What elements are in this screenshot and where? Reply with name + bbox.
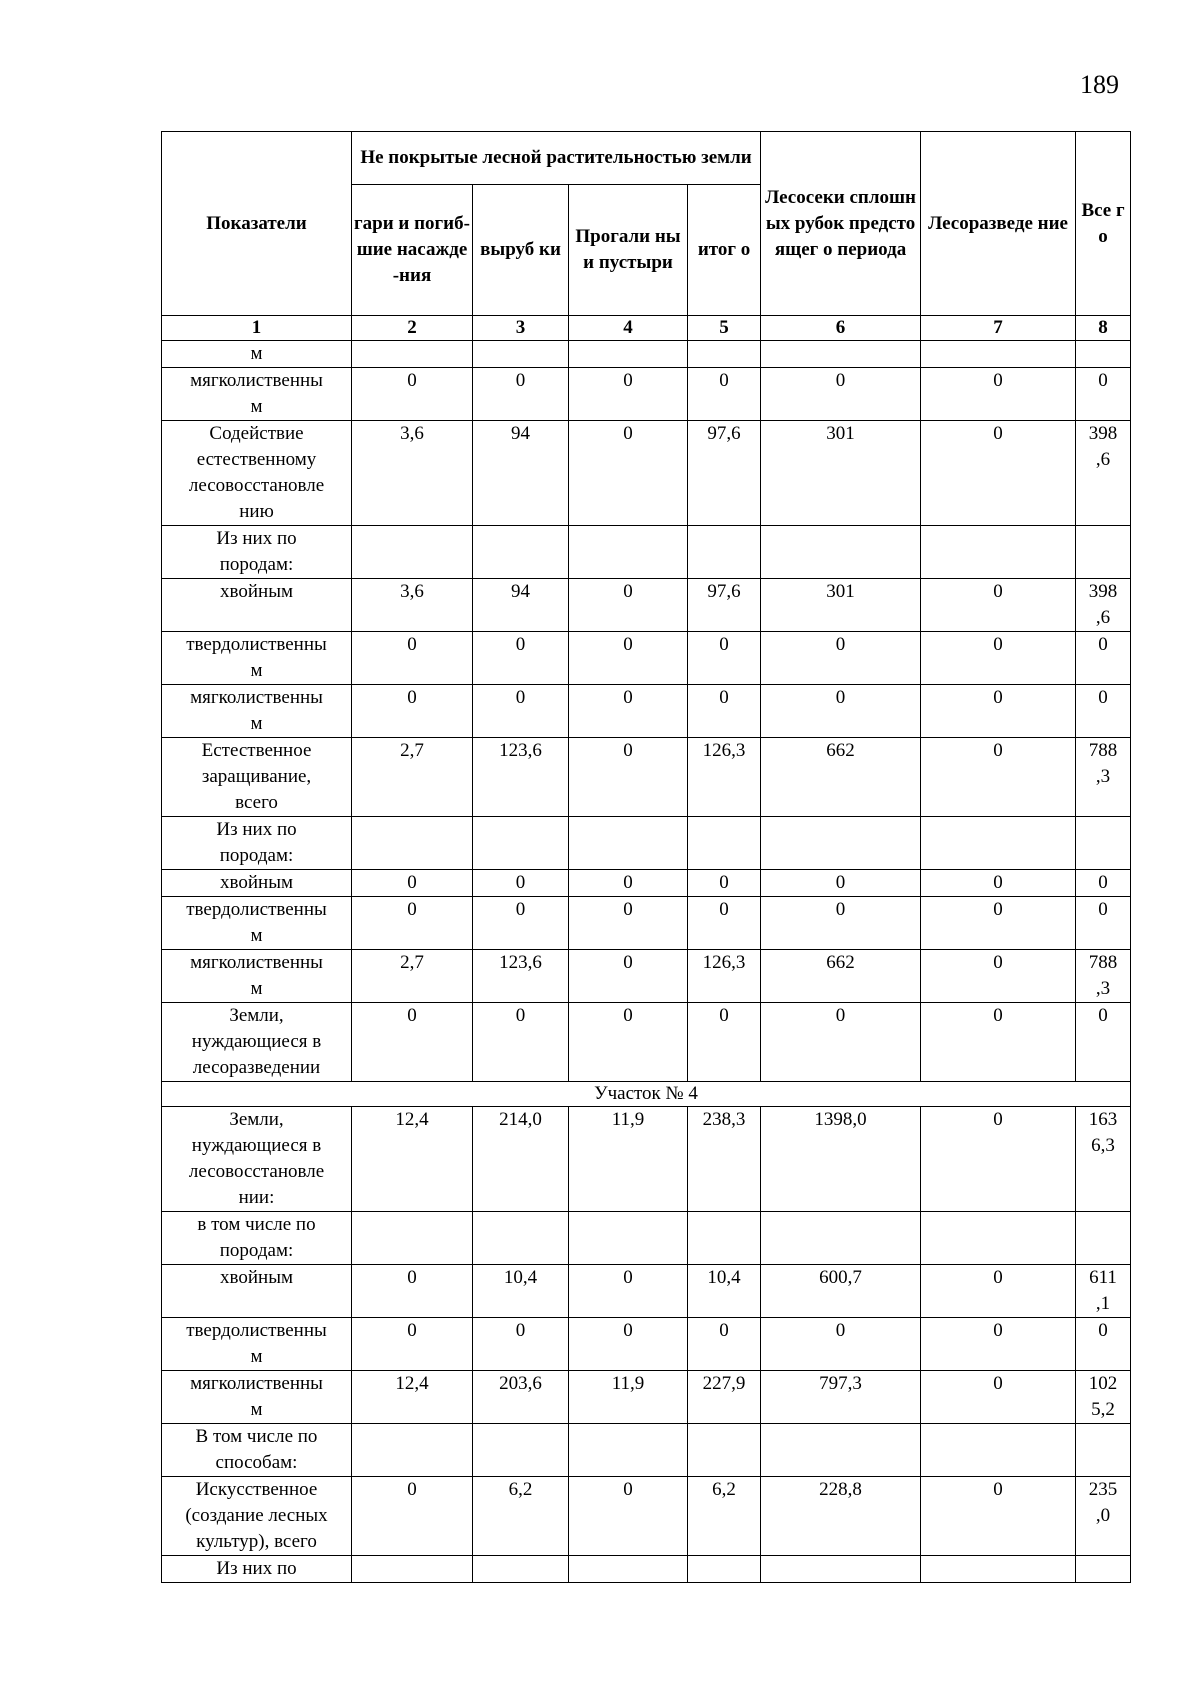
table-cell: 0 (761, 368, 921, 421)
column-number: 8 (1076, 316, 1131, 341)
table-cell (921, 1556, 1076, 1583)
section-title: Участок № 4 (162, 1082, 1131, 1107)
row-label: Искусственное (создание лесных культур), всего (162, 1477, 352, 1556)
table-cell: 0 (921, 738, 1076, 817)
table-row (162, 421, 1131, 526)
table-cell: 11,9 (569, 1107, 688, 1212)
row-label: мягколиственны м (162, 685, 352, 738)
table-cell (1076, 1424, 1131, 1477)
table-cell: 97,6 (688, 579, 761, 632)
data-table (161, 131, 1131, 1583)
table-row (162, 870, 1131, 897)
table-cell (569, 1556, 688, 1583)
table-cell: 0 (1076, 870, 1131, 897)
row-label: Естественное заращивание, всего (162, 738, 352, 817)
table-cell: 0 (473, 870, 569, 897)
table-cell: 0 (921, 1318, 1076, 1371)
table-cell: 0 (569, 738, 688, 817)
row-label: Содействие естественному лесовосстановле нию (162, 421, 352, 526)
column-number: 6 (761, 316, 921, 341)
table-cell: 0 (921, 421, 1076, 526)
table-row (162, 738, 1131, 817)
table-cell: 163 6,3 (1076, 1107, 1131, 1212)
row-label: Из них по породам: (162, 817, 352, 870)
table-cell (569, 817, 688, 870)
table-cell: 0 (473, 368, 569, 421)
table-cell: 0 (688, 870, 761, 897)
table-cell: 0 (688, 897, 761, 950)
table-row (162, 1107, 1131, 1212)
table-cell: 228,8 (761, 1477, 921, 1556)
row-label: Из них по породам: (162, 526, 352, 579)
header-cutting-areas: Лесосеки сплошных рубок предстоящег о периода (761, 132, 921, 316)
table-cell: 0 (921, 897, 1076, 950)
table-row (162, 1371, 1131, 1424)
table-cell: 0 (569, 632, 688, 685)
table-cell: 0 (352, 1318, 473, 1371)
table-cell: 662 (761, 738, 921, 817)
header-burns: гари и погиб-шие насажде-ния (352, 185, 473, 316)
header-afforestation: Лесоразведе ние (921, 132, 1076, 316)
row-label: хвойным (162, 870, 352, 897)
header-indicators: Показатели (162, 132, 352, 316)
table-body-part1 (162, 341, 1131, 1082)
table-cell: 0 (352, 870, 473, 897)
table-cell: 11,9 (569, 1371, 688, 1424)
table-cell: 94 (473, 579, 569, 632)
table-cell (761, 1424, 921, 1477)
table-cell (473, 526, 569, 579)
table-cell: 0 (1076, 368, 1131, 421)
table-cell: 0 (473, 1318, 569, 1371)
table-cell (921, 817, 1076, 870)
table-cell: 0 (569, 579, 688, 632)
table-cell: 0 (569, 1318, 688, 1371)
table-cell: 6,2 (473, 1477, 569, 1556)
table-cell (1076, 1212, 1131, 1265)
table-cell (473, 1424, 569, 1477)
table-cell (1076, 526, 1131, 579)
table-cell: 0 (921, 685, 1076, 738)
table-cell: 0 (761, 685, 921, 738)
table-cell (352, 341, 473, 368)
table-cell: 0 (569, 950, 688, 1003)
table-cell: 102 5,2 (1076, 1371, 1131, 1424)
table-cell: 94 (473, 421, 569, 526)
table-cell: 0 (352, 368, 473, 421)
table-cell: 0 (352, 685, 473, 738)
table-cell: 0 (921, 1107, 1076, 1212)
row-label: твердолиственны м (162, 632, 352, 685)
table-cell (473, 341, 569, 368)
page-number: 189 (1080, 70, 1119, 99)
row-label: мягколиственны м (162, 950, 352, 1003)
table-cell: 0 (352, 1265, 473, 1318)
table-row (162, 579, 1131, 632)
table-cell (352, 526, 473, 579)
table-cell: 0 (1076, 897, 1131, 950)
table-cell: 0 (1076, 1003, 1131, 1082)
table-cell: 0 (352, 897, 473, 950)
table-cell: 126,3 (688, 950, 761, 1003)
table-row (162, 1556, 1131, 1583)
column-number: 7 (921, 316, 1076, 341)
table-cell (688, 1424, 761, 1477)
table-cell: 398 ,6 (1076, 579, 1131, 632)
table-row (162, 368, 1131, 421)
table-cell (761, 817, 921, 870)
table-cell: 6,2 (688, 1477, 761, 1556)
table-section (162, 1082, 1131, 1107)
table-cell: 611 ,1 (1076, 1265, 1131, 1318)
table-row (162, 341, 1131, 368)
column-number: 2 (352, 316, 473, 341)
table-cell: 203,6 (473, 1371, 569, 1424)
table-cell: 0 (1076, 685, 1131, 738)
table-cell (688, 1212, 761, 1265)
table-cell: 227,9 (688, 1371, 761, 1424)
table-cell (569, 1212, 688, 1265)
table-cell (1076, 817, 1131, 870)
table-cell (473, 1556, 569, 1583)
table-cell: 0 (569, 368, 688, 421)
table-cell: 0 (761, 897, 921, 950)
column-number-row (162, 316, 1131, 341)
table-cell: 235 ,0 (1076, 1477, 1131, 1556)
table-cell: 662 (761, 950, 921, 1003)
table-cell: 12,4 (352, 1107, 473, 1212)
table-cell: 214,0 (473, 1107, 569, 1212)
table-cell: 2,7 (352, 738, 473, 817)
row-label: Земли, нуждающиеся в лесоразведении (162, 1003, 352, 1082)
table-cell: 0 (352, 632, 473, 685)
table-cell: 398 ,6 (1076, 421, 1131, 526)
table-cell: 0 (761, 632, 921, 685)
row-label: твердолиственны м (162, 1318, 352, 1371)
row-label: Земли, нуждающиеся в лесовосстановле нии: (162, 1107, 352, 1212)
table-cell: 0 (921, 632, 1076, 685)
header-clearings: выруб ки (473, 185, 569, 316)
section-row (162, 1082, 1131, 1107)
table-cell: 0 (1076, 632, 1131, 685)
table-cell (761, 526, 921, 579)
table-cell: 3,6 (352, 421, 473, 526)
table-cell: 0 (569, 1265, 688, 1318)
table-cell: 301 (761, 421, 921, 526)
table-cell: 0 (473, 632, 569, 685)
table-cell: 0 (569, 1003, 688, 1082)
table-cell: 123,6 (473, 738, 569, 817)
table-cell: 0 (352, 1477, 473, 1556)
table-cell: 0 (921, 579, 1076, 632)
row-label: м (162, 341, 352, 368)
table-cell: 0 (569, 1477, 688, 1556)
table-cell (352, 1212, 473, 1265)
table-cell: 0 (569, 421, 688, 526)
table-cell: 10,4 (473, 1265, 569, 1318)
table-cell (1076, 1556, 1131, 1583)
table-cell: 0 (761, 1318, 921, 1371)
header-glades: Прогали ны и пустыри (569, 185, 688, 316)
table-cell: 0 (921, 1477, 1076, 1556)
table-row (162, 817, 1131, 870)
table-cell (352, 817, 473, 870)
table-cell: 10,4 (688, 1265, 761, 1318)
row-label: мягколиственны м (162, 368, 352, 421)
table-row (162, 1265, 1131, 1318)
table-cell (352, 1556, 473, 1583)
row-label: хвойным (162, 1265, 352, 1318)
table-row (162, 1424, 1131, 1477)
column-number: 3 (473, 316, 569, 341)
table-cell: 0 (569, 685, 688, 738)
table-body-part2 (162, 1107, 1131, 1583)
row-label: хвойным (162, 579, 352, 632)
table-cell: 0 (473, 897, 569, 950)
table-cell: 0 (688, 685, 761, 738)
table-cell: 0 (921, 368, 1076, 421)
table-cell: 0 (921, 1265, 1076, 1318)
table-cell (688, 817, 761, 870)
row-label: в том числе по породам: (162, 1212, 352, 1265)
table-row (162, 685, 1131, 738)
table-row (162, 897, 1131, 950)
table-cell: 301 (761, 579, 921, 632)
table-cell: 97,6 (688, 421, 761, 526)
header-subtotal: итог о (688, 185, 761, 316)
table-cell (473, 1212, 569, 1265)
table-cell (569, 526, 688, 579)
table-row (162, 950, 1131, 1003)
table-cell: 0 (921, 1371, 1076, 1424)
table-cell: 0 (473, 1003, 569, 1082)
table-cell (688, 341, 761, 368)
table-cell: 0 (569, 897, 688, 950)
table-cell: 0 (1076, 1318, 1131, 1371)
header-total: Все го (1076, 132, 1131, 316)
table-cell: 123,6 (473, 950, 569, 1003)
table-cell: 0 (921, 1003, 1076, 1082)
column-number: 1 (162, 316, 352, 341)
table-cell (569, 341, 688, 368)
table-cell: 0 (921, 950, 1076, 1003)
table-cell: 0 (688, 632, 761, 685)
row-label: твердолиственны м (162, 897, 352, 950)
header-uncovered-lands: Не покрытые лесной растительностью земли (352, 132, 761, 185)
column-number: 5 (688, 316, 761, 341)
table-cell: 0 (569, 870, 688, 897)
table-cell (1076, 341, 1131, 368)
table-cell (688, 1556, 761, 1583)
column-number: 4 (569, 316, 688, 341)
row-label: мягколиственны м (162, 1371, 352, 1424)
table-cell (921, 341, 1076, 368)
table-cell: 788 ,3 (1076, 950, 1131, 1003)
table-cell (921, 1212, 1076, 1265)
table-cell (761, 341, 921, 368)
table-cell: 0 (688, 1003, 761, 1082)
table-cell: 1398,0 (761, 1107, 921, 1212)
table-row (162, 1212, 1131, 1265)
table-cell (473, 817, 569, 870)
row-label: Из них по (162, 1556, 352, 1583)
table-cell: 0 (473, 685, 569, 738)
table-row (162, 1003, 1131, 1082)
table-cell: 238,3 (688, 1107, 761, 1212)
table-cell: 12,4 (352, 1371, 473, 1424)
table-cell: 126,3 (688, 738, 761, 817)
table-cell: 2,7 (352, 950, 473, 1003)
table-cell: 0 (761, 870, 921, 897)
table-cell (921, 526, 1076, 579)
table-cell: 0 (688, 368, 761, 421)
table-cell (921, 1424, 1076, 1477)
table-cell: 0 (352, 1003, 473, 1082)
table-cell: 788 ,3 (1076, 738, 1131, 817)
table-row (162, 526, 1131, 579)
table-cell: 0 (921, 870, 1076, 897)
table-cell: 600,7 (761, 1265, 921, 1318)
table-cell: 0 (761, 1003, 921, 1082)
table-row (162, 1318, 1131, 1371)
table-cell: 3,6 (352, 579, 473, 632)
table-cell (352, 1424, 473, 1477)
table-cell: 797,3 (761, 1371, 921, 1424)
row-label: В том числе по способам: (162, 1424, 352, 1477)
table-cell (761, 1556, 921, 1583)
table-row (162, 632, 1131, 685)
table-row (162, 1477, 1131, 1556)
table-cell (761, 1212, 921, 1265)
table-cell (688, 526, 761, 579)
table-cell (569, 1424, 688, 1477)
table-cell: 0 (688, 1318, 761, 1371)
